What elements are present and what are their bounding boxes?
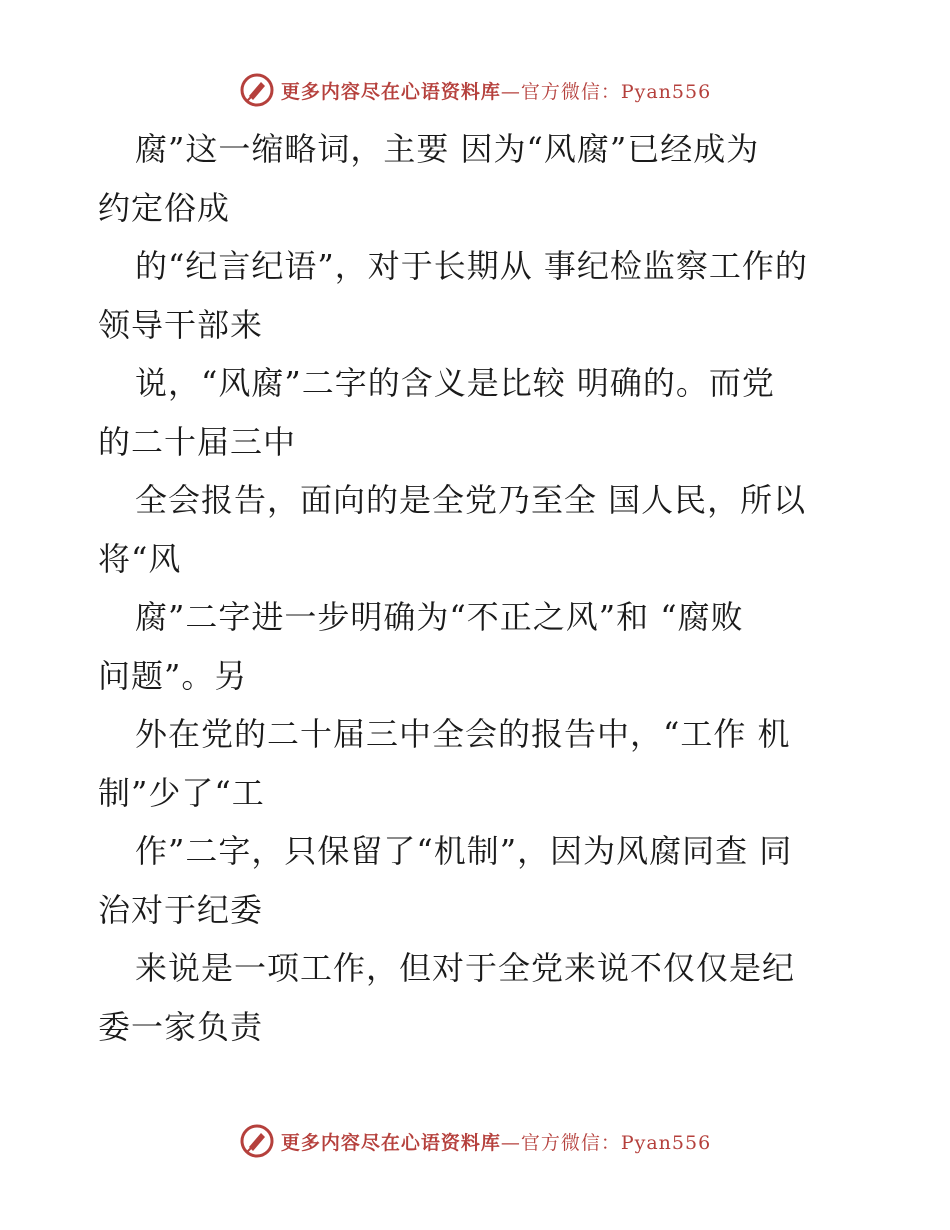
quill-logo-icon xyxy=(239,1123,275,1159)
text-line: 将“风 xyxy=(98,539,182,578)
header-banner xyxy=(0,70,950,110)
text-line: 治对于纪委 xyxy=(98,890,264,929)
text-line: 制”少了“工 xyxy=(98,773,265,812)
text-line: 腐”二字进一步明确为“不正之风”和 “腐败 xyxy=(135,598,744,636)
header-banner-suffix: 官方微信：Pyan556 xyxy=(520,80,712,103)
text-line: 领导干部来 xyxy=(98,305,264,344)
text-line: 的“纪言纪语”，对于长期从 事纪检监察工作的 xyxy=(135,247,808,285)
header-banner-dash: — xyxy=(500,80,521,103)
footer-banner-suffix: 官方微信：Pyan556 xyxy=(520,1131,712,1154)
text-line: 外在党的二十届三中全会的报告中，“工作 机 xyxy=(135,715,791,753)
quill-logo-icon xyxy=(239,72,275,108)
text-line: 说，“风腐”二字的含义是比较 明确的。而党 xyxy=(135,364,775,402)
footer-banner-dash: — xyxy=(500,1131,521,1154)
header-banner-title: 更多内容尽在心语资料库 xyxy=(280,80,501,103)
text-line: 来说是一项工作，但对于全党来说不仅仅是纪 xyxy=(135,949,796,987)
footer-banner xyxy=(0,1121,950,1161)
text-line: 委一家负责 xyxy=(98,1007,264,1046)
text-line: 的二十届三中 xyxy=(98,422,297,461)
footer-banner-text xyxy=(281,1128,711,1155)
text-line: 约定俗成 xyxy=(98,188,231,227)
text-line: 问题”。另 xyxy=(98,656,248,695)
footer-banner-title: 更多内容尽在心语资料库 xyxy=(280,1131,501,1154)
text-line: 腐”这一缩略词，主要 因为“风腐”已经成为 xyxy=(135,130,760,168)
text-line: 作”二字，只保留了“机制”，因为风腐同查 同 xyxy=(135,832,793,870)
header-banner-text xyxy=(281,77,711,104)
text-line: 全会报告，面向的是全党乃至全 国人民，所以 xyxy=(135,481,807,519)
document-body xyxy=(98,120,858,1056)
